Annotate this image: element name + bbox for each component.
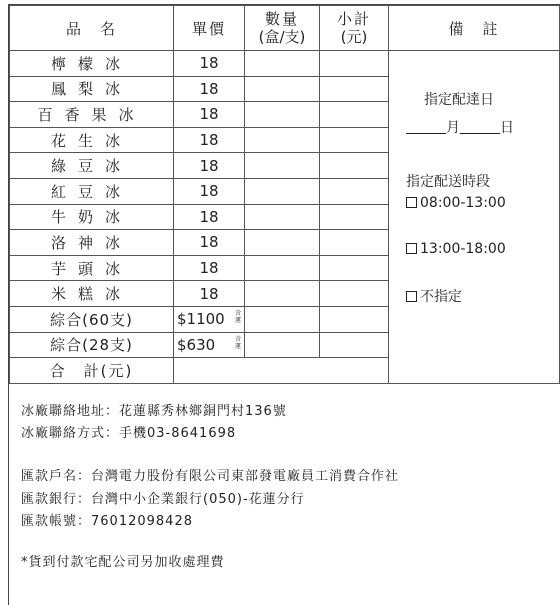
- subtotal-cell[interactable]: [320, 153, 389, 179]
- subtotal-cell[interactable]: [320, 230, 389, 256]
- item-name: 紅豆冰: [10, 178, 174, 204]
- item-name: 牛奶冰: [10, 204, 174, 230]
- item-price: 18: [174, 178, 245, 204]
- subtotal-cell[interactable]: [320, 255, 389, 281]
- subtotal-cell[interactable]: [320, 51, 389, 77]
- header-quantity: 數量 (盒/支): [245, 6, 320, 51]
- delivery-date-field[interactable]: [406, 117, 514, 137]
- subtotal-cell[interactable]: [320, 102, 389, 128]
- account-name: 匯款戶名：台灣電力股份有限公司東部發電廠員工消費合作社: [21, 469, 400, 484]
- item-name: 鳳梨冰: [10, 76, 174, 102]
- quantity-cell[interactable]: [245, 281, 320, 307]
- item-name: 洛神冰: [10, 230, 174, 256]
- delivery-date-title: 指定配達日: [424, 92, 494, 108]
- quantity-cell[interactable]: [245, 102, 320, 128]
- item-row: [10, 51, 560, 77]
- quantity-cell[interactable]: [245, 153, 320, 179]
- slot-option-3[interactable]: 不指定: [406, 286, 462, 306]
- item-price: 18: [174, 102, 245, 128]
- quantity-cell[interactable]: [245, 76, 320, 102]
- shipping-included-note: 含運: [234, 335, 241, 350]
- item-price: 18: [174, 153, 245, 179]
- total-label: 合 計(元): [10, 358, 174, 384]
- quantity-cell[interactable]: [245, 230, 320, 256]
- item-name: 綠豆冰: [10, 153, 174, 179]
- footnote: *貨到付款宅配公司另加收處理費: [21, 555, 225, 570]
- subtotal-cell[interactable]: [320, 204, 389, 230]
- item-name: 綜合(60支): [10, 306, 174, 332]
- factory-contact: 冰廠聯絡方式：手機03-8641698: [21, 426, 237, 441]
- day-label: 日: [500, 120, 514, 136]
- subtotal-cell[interactable]: [320, 281, 389, 307]
- checkbox-icon[interactable]: [406, 197, 417, 208]
- item-name: 花生冰: [10, 127, 174, 153]
- month-blank[interactable]: [406, 121, 446, 134]
- quantity-cell[interactable]: [245, 51, 320, 77]
- item-price: 18: [174, 76, 245, 102]
- day-blank[interactable]: [460, 121, 500, 134]
- total-amount-cell[interactable]: [174, 358, 389, 384]
- factory-address: 冰廠聯絡地址：花蓮縣秀林鄉銅門村136號: [21, 404, 287, 419]
- header-subtotal: 小計 (元): [320, 6, 389, 51]
- item-price: 18: [174, 51, 245, 77]
- bank-name: 匯款銀行：台灣中小企業銀行(050)-花蓮分行: [21, 492, 305, 507]
- item-name: 米糕冰: [10, 281, 174, 307]
- item-price: 18: [174, 281, 245, 307]
- item-name: 芋頭冰: [10, 255, 174, 281]
- quantity-cell[interactable]: [245, 332, 320, 358]
- shipping-included-note: 含運: [234, 309, 241, 324]
- time-slot-title: 指定配送時段: [406, 174, 490, 190]
- subtotal-cell[interactable]: [320, 306, 389, 332]
- checkbox-icon[interactable]: [406, 291, 417, 302]
- slot-option-2[interactable]: 13:00-18:00: [406, 241, 506, 257]
- item-price: 18: [174, 255, 245, 281]
- quantity-cell[interactable]: [245, 127, 320, 153]
- quantity-cell[interactable]: [245, 204, 320, 230]
- header-row: [10, 6, 560, 51]
- subtotal-cell[interactable]: [320, 178, 389, 204]
- checkbox-icon[interactable]: [406, 243, 417, 254]
- item-name: 綜合(28支): [10, 332, 174, 358]
- slot-option-1[interactable]: 08:00-13:00: [406, 195, 506, 211]
- order-form: [8, 4, 560, 605]
- item-price: 18: [174, 127, 245, 153]
- header-item: 品 名: [10, 6, 174, 51]
- item-name: 檸檬冰: [10, 51, 174, 77]
- item-price: $630 含運: [174, 332, 245, 358]
- quantity-cell[interactable]: [245, 306, 320, 332]
- header-price: 單價: [174, 6, 245, 51]
- quantity-cell[interactable]: [245, 255, 320, 281]
- item-price: 18: [174, 230, 245, 256]
- account-number: 匯款帳號：76012098428: [21, 514, 193, 529]
- item-name: 百香果冰: [10, 102, 174, 128]
- subtotal-cell[interactable]: [320, 127, 389, 153]
- month-label: 月: [446, 120, 460, 136]
- item-price: $1100 含運: [174, 306, 245, 332]
- header-notes: 備 註: [389, 6, 560, 51]
- subtotal-cell[interactable]: [320, 332, 389, 358]
- quantity-cell[interactable]: [245, 178, 320, 204]
- item-price: 18: [174, 204, 245, 230]
- subtotal-cell[interactable]: [320, 76, 389, 102]
